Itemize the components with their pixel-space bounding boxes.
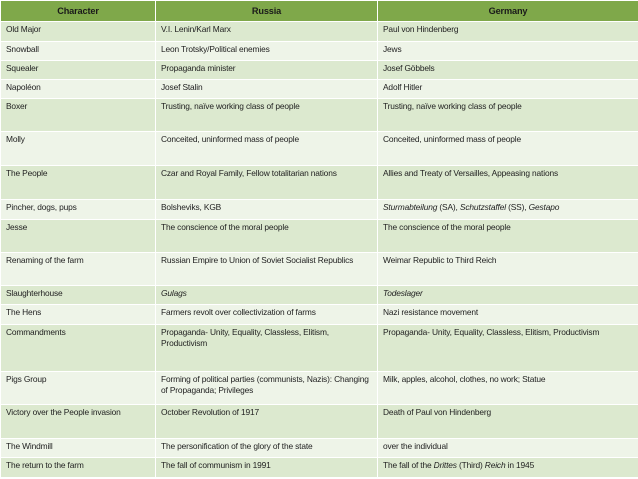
table-row <box>1 286 638 305</box>
germany-text: The fall of the <box>383 460 434 470</box>
table-row <box>1 200 638 220</box>
germany-text: in 1945 <box>505 460 535 470</box>
germany-text: Gestapo <box>528 202 560 212</box>
russia-cell: Leon Trotsky/Political enemies <box>156 42 378 61</box>
germany-cell: Adolf Hitler <box>378 80 638 99</box>
header-row <box>1 1 638 22</box>
germany-cell <box>378 458 638 478</box>
character-cell: Pincher, dogs, pups <box>1 200 156 220</box>
germany-text: Schutzstaffel <box>459 202 506 212</box>
table-row <box>1 220 638 253</box>
russia-cell: The conscience of the moral people <box>156 220 378 253</box>
germany-cell: Death of Paul von Hindenberg <box>378 405 638 439</box>
character-cell: Molly <box>1 132 156 166</box>
germany-cell: Propaganda- Unity, Equality, Classless, Elitism, Productivism <box>378 325 638 372</box>
russia-cell: Propaganda- Unity, Equality, Classless, Elitism, Productivism <box>156 325 378 372</box>
table-row <box>1 325 638 372</box>
character-cell: Pigs Group <box>1 372 156 405</box>
character-cell: Snowball <box>1 42 156 61</box>
germany-text: (SS), <box>505 202 529 212</box>
germany-cell: Nazi resistance movement <box>378 305 638 325</box>
russia-cell: Russian Empire to Union of Soviet Socialist Republics <box>156 253 378 286</box>
character-cell: Boxer <box>1 99 156 132</box>
russia-cell: The fall of communism in 1991 <box>156 458 378 478</box>
russia-cell: October Revolution of 1917 <box>156 405 378 439</box>
germany-cell: Jews <box>378 42 638 61</box>
germany-cell: over the individual <box>378 439 638 458</box>
russia-cell: Conceited, uninformed mass of people <box>156 132 378 166</box>
russia-cell: Trusting, naïve working class of people <box>156 99 378 132</box>
character-cell: Jesse <box>1 220 156 253</box>
table-row <box>1 372 638 405</box>
character-cell: Squealer <box>1 61 156 80</box>
table-row <box>1 61 638 80</box>
table-row <box>1 458 638 478</box>
germany-text: Reich <box>484 460 506 470</box>
russia-cell: The personification of the glory of the state <box>156 439 378 458</box>
table-row <box>1 42 638 61</box>
germany-text: (SA), <box>437 202 460 212</box>
germany-cell: The conscience of the moral people <box>378 220 638 253</box>
table-row <box>1 305 638 325</box>
character-cell: The Windmill <box>1 439 156 458</box>
germany-cell: Milk, apples, alcohol, clothes, no work; Statue <box>378 372 638 405</box>
character-cell: Old Major <box>1 22 156 42</box>
russia-cell: Farmers revolt over collectivization of farms <box>156 305 378 325</box>
character-cell: The return to the farm <box>1 458 156 478</box>
table-row <box>1 22 638 42</box>
germany-cell: Paul von Hindenberg <box>378 22 638 42</box>
header-character: Character <box>1 1 156 22</box>
russia-cell: Forming of political parties (communists, Nazis): Changing of Propaganda; Privileges <box>156 372 378 405</box>
germany-cell: Weimar Republic to Third Reich <box>378 253 638 286</box>
russia-cell: V.I. Lenin/Karl Marx <box>156 22 378 42</box>
germany-cell <box>378 200 638 220</box>
character-cell: The People <box>1 166 156 200</box>
germany-cell: Conceited, uninformed mass of people <box>378 132 638 166</box>
russia-cell: Bolsheviks, KGB <box>156 200 378 220</box>
germany-text: Sturmabteilung <box>383 202 438 212</box>
germany-cell: Josef Göbbels <box>378 61 638 80</box>
germany-cell: Allies and Treaty of Versailles, Appeasing nations <box>378 166 638 200</box>
character-cell: Napoléon <box>1 80 156 99</box>
russia-cell: Gulags <box>156 286 378 305</box>
character-cell: Commandments <box>1 325 156 372</box>
table-row <box>1 253 638 286</box>
germany-cell: Todeslager <box>378 286 638 305</box>
table-row <box>1 99 638 132</box>
character-cell: Victory over the People invasion <box>1 405 156 439</box>
table-row <box>1 80 638 99</box>
character-cell: Slaughterhouse <box>1 286 156 305</box>
table-row <box>1 166 638 200</box>
character-cell: The Hens <box>1 305 156 325</box>
germany-text: Drittes <box>433 460 457 470</box>
germany-cell: Trusting, naïve working class of people <box>378 99 638 132</box>
germany-text: (Third) <box>456 460 485 470</box>
header-germany: Germany <box>378 1 638 22</box>
russia-cell: Propaganda minister <box>156 61 378 80</box>
table-row <box>1 405 638 439</box>
header-russia: Russia <box>156 1 378 22</box>
russia-cell: Josef Stalin <box>156 80 378 99</box>
character-cell: Renaming of the farm <box>1 253 156 286</box>
table-row <box>1 439 638 458</box>
table-row <box>1 132 638 166</box>
russia-cell: Czar and Royal Family, Fellow totalitarian nations <box>156 166 378 200</box>
